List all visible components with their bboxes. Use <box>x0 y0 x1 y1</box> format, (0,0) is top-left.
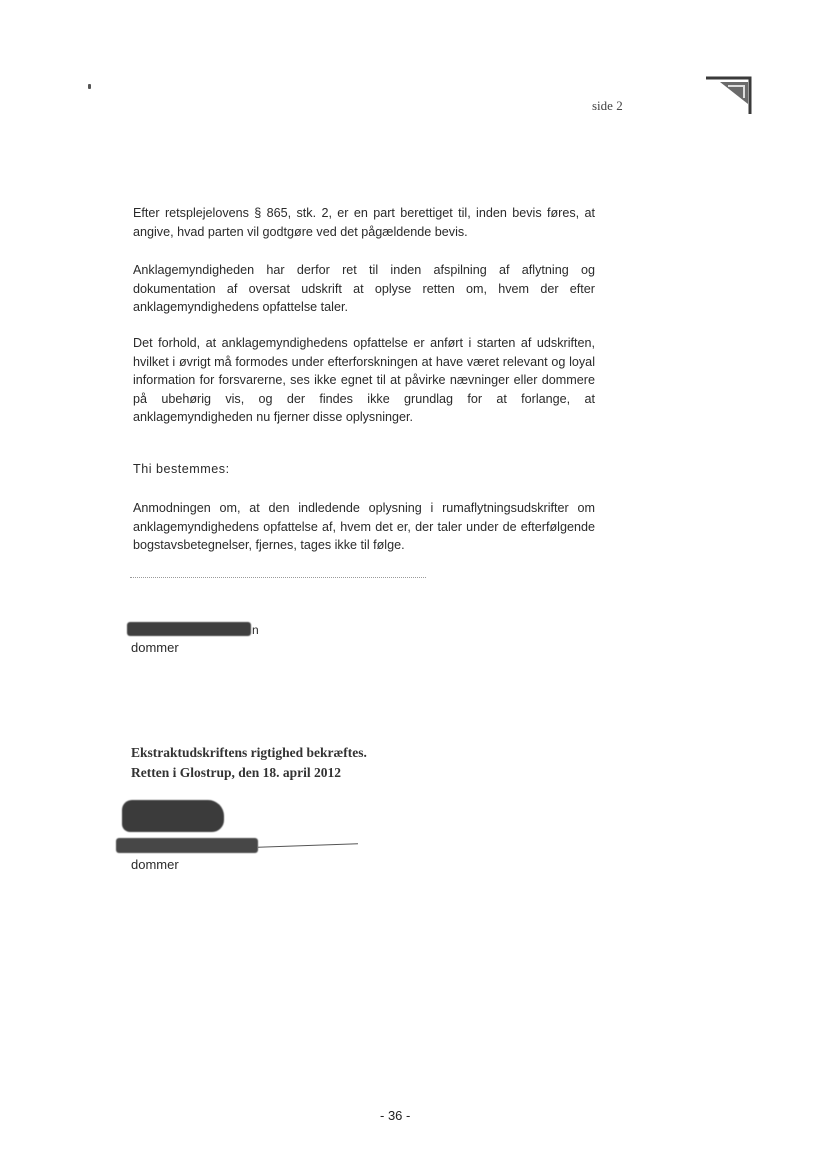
paragraph-text: Efter retsplejelovens § 865, stk. 2, er en part berettiget til, inden bevis føres, at angive, hvad parten vil godtgøre ved det pågældende bevis. <box>133 206 595 239</box>
paragraph-text: Anmodningen om, at den indledende oplysning i rumaflytningsudskrifter om anklagemyndighedens opfattelse af, hvem det er, der taler under de efterfølgende bogstavsbetegnelser, fjernes, tages ikke til følge. <box>133 501 595 553</box>
signature-name-tail: n <box>252 623 259 637</box>
signer-title: dommer <box>131 640 179 655</box>
redacted-signature <box>127 622 251 636</box>
paragraph-right-to-state-evidence <box>133 204 595 241</box>
certification-place-date: Retten i Glostrup, den 18. april 2012 <box>131 765 342 780</box>
paragraph-text: Anklagemyndigheden har derfor ret til inden afspilning af aflytning og dokumentation af oversat udskrift at oplyse retten om, hvem der efter anklagemyndighedens opfattelse taler. <box>133 263 595 315</box>
ruling-heading: Thi bestemmes: <box>133 462 230 476</box>
signature-line <box>258 843 358 847</box>
redacted-stamp <box>122 800 224 832</box>
paragraph-prosecution-right <box>133 261 595 317</box>
corner-stamp-icon <box>704 74 754 118</box>
page-label: side 2 <box>592 98 623 113</box>
paragraph-assessment <box>133 334 595 427</box>
redacted-signature <box>116 838 258 853</box>
dotted-divider <box>130 577 426 578</box>
paragraph-text: Det forhold, at anklagemyndighedens opfattelse er anført i starten af udskriften, hvilket i øvrigt må formodes under efterforskningen at have været relevant og loyal information for forsvarerne, ses ikke egnet til at påvirke nævninger eller dommere på ubehørig vis, og der findes ikke grundlag for at forlange, at anklagemyndigheden nu fjerner disse oplysninger. <box>133 336 595 425</box>
certification-statement: Ekstraktudskriftens rigtighed bekræftes. <box>131 745 367 760</box>
paragraph-ruling <box>133 499 595 555</box>
page-number: - 36 - <box>380 1108 411 1123</box>
scan-speck <box>88 84 91 89</box>
signer-title: dommer <box>131 857 179 872</box>
